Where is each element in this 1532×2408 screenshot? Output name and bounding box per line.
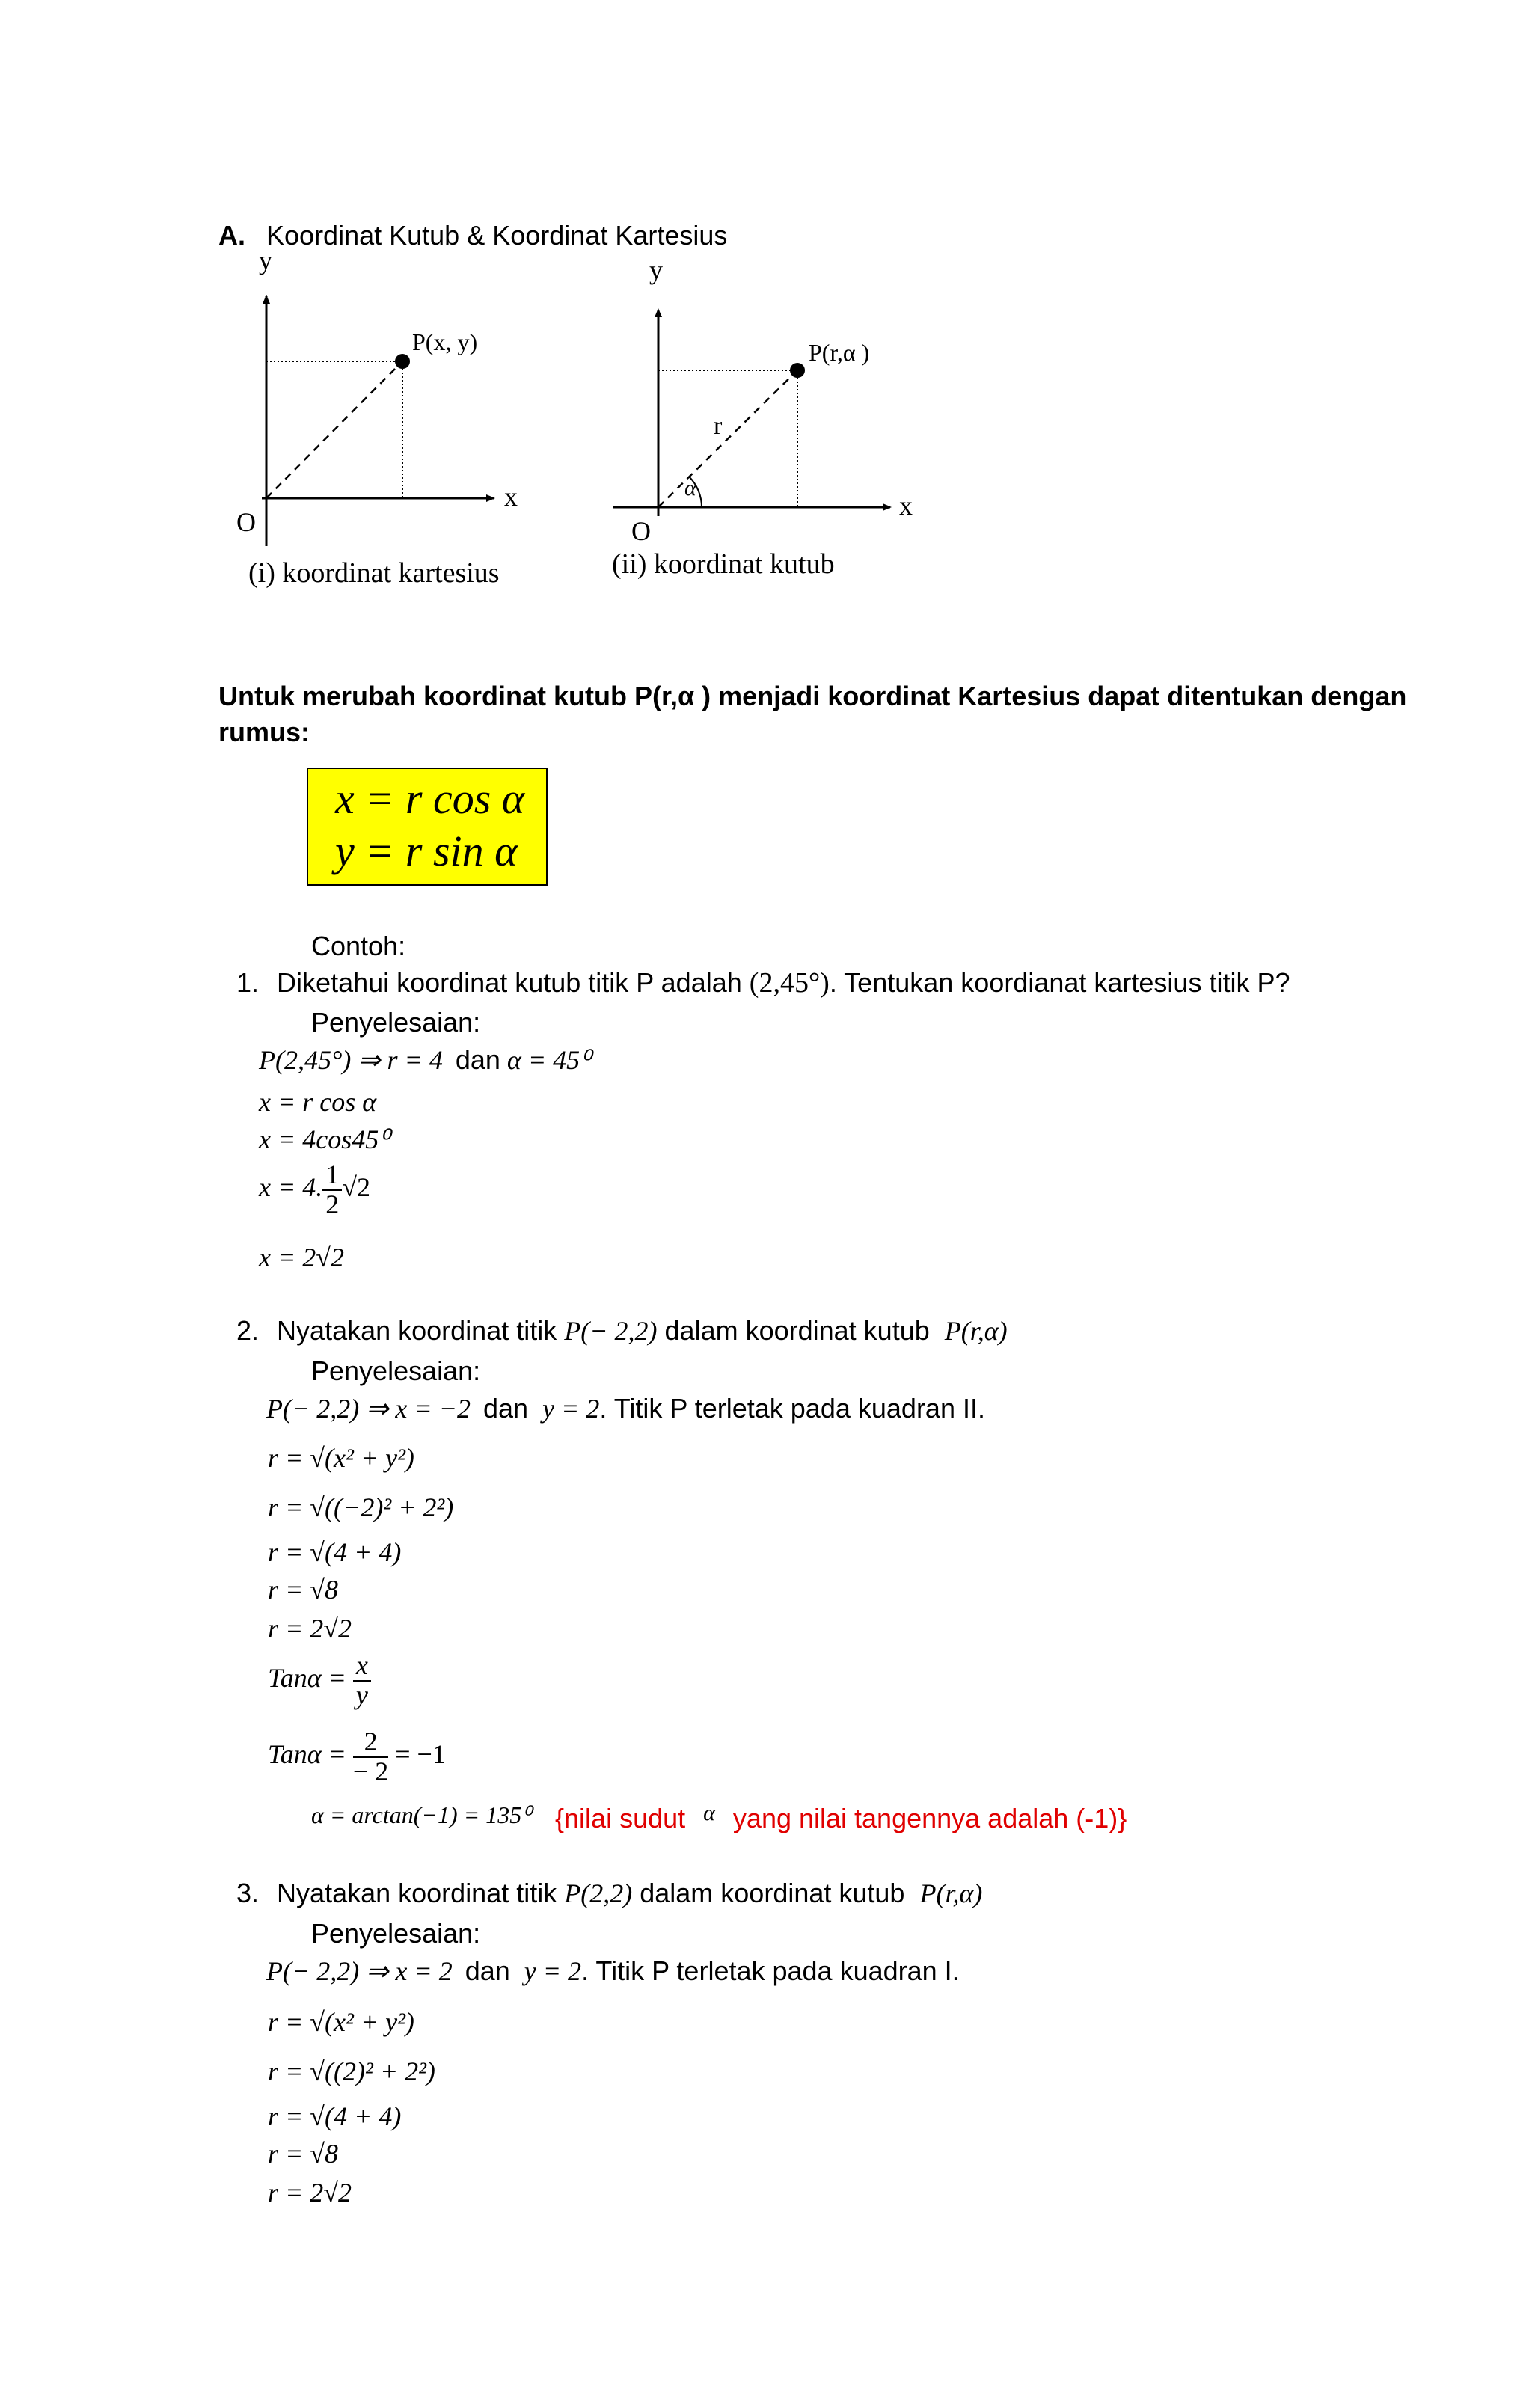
- example-3-step-1: [266, 1955, 960, 1987]
- example-1-step-1-dan: dan: [455, 1044, 500, 1075]
- example-3-solution-label: Penyelesaian:: [311, 1918, 481, 1949]
- intro-line-1: Untuk merubah koordinat kutub P(r,α ) menjadi koordinat Kartesius dapat ditentukan dengan: [218, 681, 1407, 711]
- polar-diagram: [612, 255, 913, 580]
- example-1-solution-label: Penyelesaian:: [311, 1007, 481, 1038]
- example-2-step-8-fraction: [353, 1728, 388, 1786]
- example-2-step-6: r = 2√2: [268, 1614, 352, 1643]
- example-3-step-1-dan: dan: [465, 1955, 510, 1986]
- example-3-step-1-rhs: y = 2: [524, 1956, 582, 1986]
- example-2-step-9: [311, 1798, 531, 1830]
- cartesian-x-label: x: [504, 482, 518, 512]
- example-2-step-8: [268, 1728, 446, 1786]
- coordinate-diagrams: [194, 247, 943, 606]
- example-1-step-4-radical: √2: [342, 1172, 371, 1203]
- example-2-solution-label: Penyelesaian:: [311, 1355, 481, 1386]
- formula-x: x = r cos α: [335, 774, 525, 823]
- example-1-question: [236, 966, 1290, 999]
- example-1-step-4-denominator: 2: [325, 1189, 340, 1219]
- example-3-step-1-note: . Titik P terletak pada kuadran I.: [581, 1955, 960, 1986]
- polar-point-label: P(r,α ): [809, 339, 870, 366]
- example-2-step-8-lhs: Tanα =: [268, 1739, 346, 1770]
- example-2-question: [236, 1315, 1008, 1347]
- example-2-step-9-equation: α = arctan(−1) = 135⁰: [311, 1801, 532, 1828]
- example-2-question-mid: dalam koordinat kutub: [664, 1315, 930, 1346]
- example-2-step-8-rhs: = −1: [395, 1739, 446, 1770]
- example-2-number: 2.: [236, 1315, 260, 1346]
- example-2-question-text: Nyatakan koordinat titik: [277, 1315, 557, 1346]
- example-2-step-2: r = √(x² + y²): [268, 1443, 414, 1473]
- example-1-step-4: [259, 1161, 370, 1219]
- example-3-step-2: r = √(x² + y²): [268, 2007, 414, 2037]
- cartesian-point-label: P(x, y): [412, 328, 478, 355]
- example-3-step-3: r = √((2)² + 2²): [268, 2056, 435, 2086]
- example-3-number: 3.: [236, 1878, 260, 1908]
- example-2-step-8-numerator: 2: [353, 1728, 388, 1758]
- example-3-step-5: r = √8: [268, 2139, 339, 2169]
- example-2-note-start: {nilai sudut: [555, 1803, 686, 1833]
- formula-box: [307, 768, 548, 886]
- example-2-step-1: [266, 1393, 985, 1424]
- formula-y: y = r sin α: [335, 827, 518, 875]
- example-3-step-6: r = 2√2: [268, 2178, 352, 2208]
- example-3-question-mid: dalam koordinat kutub: [640, 1878, 905, 1908]
- example-1-number: 1.: [236, 967, 260, 998]
- section-title: Koordinat Kutub & Koordinat Kartesius: [266, 220, 728, 251]
- polar-r-label: r: [714, 412, 723, 440]
- example-3-question: [236, 1878, 982, 1909]
- example-1-step-5: x = 2√2: [259, 1243, 345, 1272]
- example-3-question-text: Nyatakan koordinat titik: [277, 1878, 557, 1908]
- example-1-step-3: x = 4cos45⁰: [259, 1124, 390, 1154]
- example-1-step-2: x = r cos α: [259, 1087, 377, 1117]
- example-2-step-7: [268, 1652, 371, 1710]
- example-2-step-7-fraction: [353, 1652, 371, 1710]
- example-1-step-1-lhs: P(2,45°) ⇒ r = 4: [259, 1045, 443, 1075]
- example-1-question-text: Diketahui koordinat kutub titik P adalah: [277, 967, 742, 998]
- example-2-note-end: yang nilai tangennya adalah (-1)}: [732, 1803, 1127, 1833]
- example-1-step-1-rhs: α = 45⁰: [506, 1045, 591, 1075]
- cartesian-caption: (i) koordinat kartesius: [248, 557, 500, 589]
- section-letter: A.: [218, 220, 245, 251]
- example-1-step-4-fraction: [322, 1161, 342, 1219]
- example-2-step-1-lhs: P(− 2,2) ⇒ x = −2: [266, 1394, 471, 1424]
- example-2-point: P(− 2,2): [564, 1316, 658, 1346]
- example-2-step-5: r = √8: [268, 1575, 339, 1605]
- polar-x-label: x: [899, 491, 913, 521]
- example-1-step-4-numerator: 1: [322, 1161, 342, 1191]
- example-1-step-4-lhs: x = 4.: [259, 1172, 323, 1203]
- example-2-step-4: r = √(4 + 4): [268, 1537, 402, 1567]
- polar-angle-label: α: [684, 476, 696, 500]
- example-2-step-1-dan: dan: [483, 1393, 529, 1424]
- example-2-step-7-numerator: x: [353, 1652, 371, 1682]
- example-3-target: P(r,α): [919, 1878, 983, 1908]
- cartesian-diagram: [236, 247, 518, 589]
- example-1-question-end: . Tentukan koordianat kartesius titik P?: [829, 967, 1290, 998]
- cartesian-dashed-segment: [266, 361, 402, 498]
- example-3-step-4: r = √(4 + 4): [268, 2101, 402, 2131]
- example-2-step-7-lhs: Tanα =: [268, 1663, 346, 1694]
- example-2-note-alpha: α: [703, 1801, 715, 1825]
- example-2-note: [555, 1803, 1127, 1834]
- polar-origin-label: O: [631, 516, 651, 546]
- cartesian-origin-label: O: [236, 507, 256, 537]
- polar-radius-segment: [658, 370, 797, 507]
- example-2-step-8-denominator: − 2: [352, 1756, 389, 1786]
- example-2-step-7-denominator: y: [355, 1679, 368, 1710]
- example-3-point: P(2,2): [564, 1878, 633, 1908]
- cartesian-y-label: y: [259, 247, 272, 275]
- example-2-step-1-note: . Titik P terletak pada kuadran II.: [599, 1393, 985, 1424]
- example-2-target: P(r,α): [944, 1316, 1008, 1346]
- cartesian-point: [395, 354, 410, 369]
- contoh-label: Contoh:: [311, 931, 406, 961]
- intro-line-2: rumus:: [218, 717, 310, 747]
- polar-point: [790, 363, 805, 378]
- example-1-step-1: [259, 1044, 591, 1076]
- example-3-step-1-lhs: P(− 2,2) ⇒ x = 2: [266, 1956, 453, 1986]
- example-1-point: (2,45°): [749, 967, 830, 999]
- polar-caption: (ii) koordinat kutub: [612, 548, 835, 580]
- polar-y-label: y: [649, 255, 663, 285]
- example-2-step-3: r = √((−2)² + 2²): [268, 1492, 454, 1522]
- example-2-step-1-rhs: y = 2: [542, 1394, 600, 1424]
